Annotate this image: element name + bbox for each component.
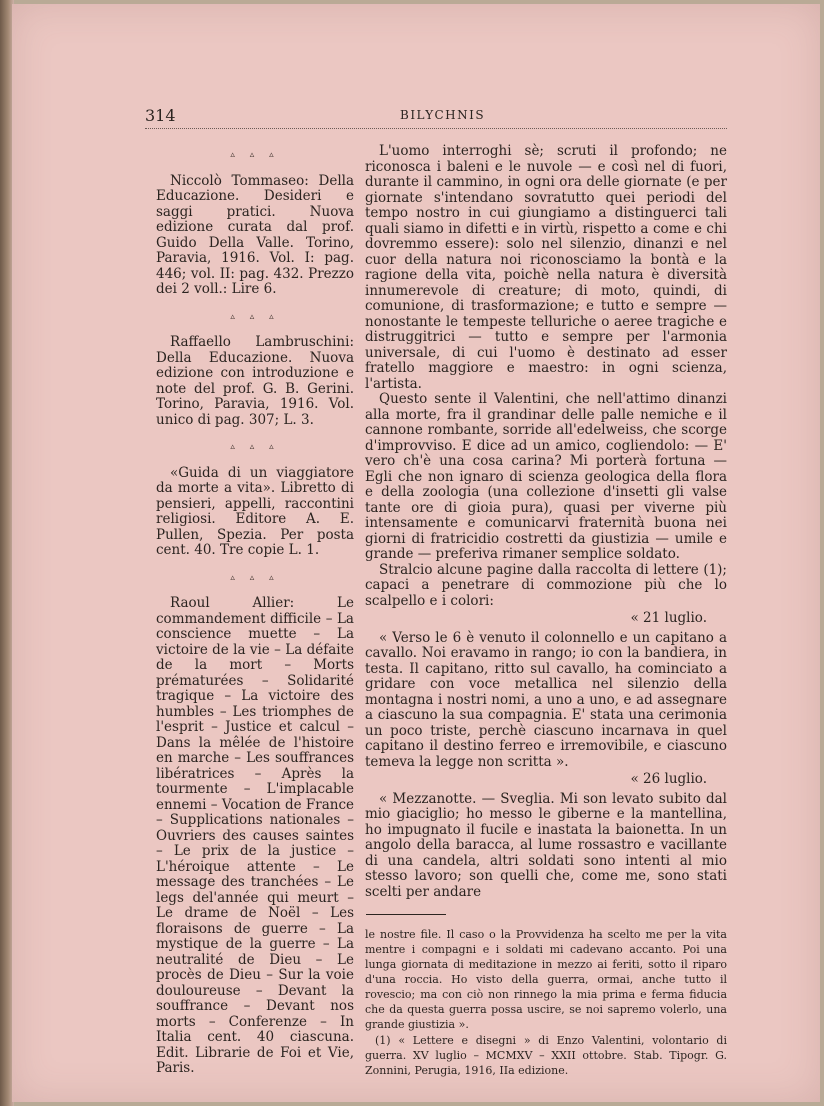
right-column-article xyxy=(365,144,727,1078)
body-paragraph: L'uomo interroghi sè; scruti il profondo; ne riconosca i baleni e le nuvole — e così nel di fuori, durante il cammino, in ogni ora delle giornate (e per giornate s'intendano sovratutto quei periodi del tempo nostro in cui giungiamo a distinguerci tali quali siamo in difetti e in virtù, rispetto a come e chi dovremmo essere): solo nel silenzio, dinanzi e nel cuor della natura noi riconosciamo la bontà e la ragione della vita, poichè nella natura è diversità innumerevole di creature; di moto, quindi, di comunione, di trasformazione; e tutto e sempre — nonostante le tempeste telluriche o aeree tragiche e distruggitrici — tutto e sempre per l'armonia universale, di cui l'uomo è destinato ad esser fratello maggiore e maestro: in ogni scienza, l'artista. xyxy=(365,143,727,392)
bibliography-entry-lambruschini: Raffaello Lambruschini: Della Educazione. Nuova edizione con introduzione e note del prof. G. B. Gerini. Torino, Paravia, 1916. Vol. unico di pag. 307; L. 3. xyxy=(156,334,354,428)
footnote-rule xyxy=(366,914,446,915)
header-rule xyxy=(145,128,727,129)
letter-date: « 26 luglio. xyxy=(630,771,707,787)
footnote-continuation: le nostre file. Il caso o la Provvidenza ha scelto me per la vita mentre i compagni e i soldati mi cadevano accanto. Poi una lunga giornata di meditazione in mezzo ai feriti, sotto il riparo d'una roccia. Ho visto della guerra, ormai, anche tutto il rovescio; ma con ciò non rinnego la mia prima e ferma fiducia che da questa guerra possa uscire, se noi sapremo volerlo, una grande giustizia ». xyxy=(365,928,727,1031)
letter-text: « Mezzanotte. — Sveglia. Mi son levato subito dal mio giaciglio; ho messo le giberne e la mantellina, ho impugnato il fucile e inastata la baionetta. In un angolo della baracca, al lume rossastro e vacillante di una candela, altri soldati sono intenti al mio stesso lavoro; son quelli che, come me, sono stati scelti per andare xyxy=(365,790,727,900)
section-separator: ▵ ▵ ▵ xyxy=(230,442,280,452)
left-column-bibliography xyxy=(156,148,354,1089)
letter-date: « 21 luglio. xyxy=(630,610,707,626)
letter-text: « Verso le 6 è venuto il colonnello e un capitano a cavallo. Noi eravamo in rango; io con la bandiera, in testa. Il capitano, ritto sul cavallo, ha cominciato a gridare con voce metallica nel silenzio della montagna i nostri nomi, a uno a uno, e ad assegnare a ciascuno la sua compagnia. E' stata una cerimonia un poco triste, perchè ciascuno incarnava in quel capitano il destino ferreo e irremovibile, e ciascuno temeva la legge non scritta ». xyxy=(365,629,727,770)
page-number: 314 xyxy=(145,106,176,125)
section-separator: ▵ ▵ ▵ xyxy=(230,150,280,160)
footnote-1: (1) « Lettere e disegni » di Enzo Valentini, volontario di guerra. XV luglio – MCMXV – XXII ottobre. Stab. Tipogr. G. Zonnini, Perugia, 1916, IIa edizione. xyxy=(365,1034,727,1077)
bibliography-entry-allier: Raoul Allier: Le commandement difficile – La conscience muette – La victoire de la vie – La défaite de la mort – Morts prématurées – Solidarité tragique – La victoire des humbles – Les triomphes de l'esprit – Justice et calcul – Dans la mêlée de l'histoire en marche – Les souffrances libératrices – Après la tourmente – L'implacable ennemi – Vocation de France – Supplications nationales – Ouvriers des causes saintes – Le prix de la justice – L'héroique attente – Le message des tranchées – Le legs del'année qui meurt – Le drame de Noël – Les floraisons de guerre – La mystique de la guerre – La neutralité de Dieu – Le procès de Dieu – Sur la voie douloureuse – Devant la souffrance – Devant nos morts – Conferenze – In Italia cent. 40 ciascuna. Edit. Librarie de Foi et Vie, Paris. xyxy=(156,595,354,1076)
body-paragraph: Stralcio alcune pagine dalla raccolta di lettere (1); capaci a penetrare di commozione più che lo scalpello e i colori: xyxy=(365,561,727,609)
section-separator: ▵ ▵ ▵ xyxy=(230,572,280,583)
body-paragraph: Questo sente il Valentini, che nell'attimo dinanzi alla morte, fra il grandinar delle palle nemiche e il cannone rombante, sorride all'edelweiss, che scorge d'improvviso. E dice ad un amico, cogliendolo: — E' vero ch'è una cosa carina? Mi porterà fortuna — Egli che non ignaro di scienza geologica della flora e della zoologia (una collezione d'insetti gli valse tante ore di gioia pura), quasi per viverne più intensamente e comunicarvi fraternità buona nei giorni di fratricidio costretti da giustizia — umile e grande — preferiva rimaner semplice soldato. xyxy=(365,391,727,562)
bibliography-entry-guida: «Guida di un viaggiatore da morte a vita». Libretto di pensieri, appelli, raccontini religiosi. Editore A. E. Pullen, Spezia. Per posta cent. 40. Tre copie L. 1. xyxy=(156,464,354,558)
section-separator: ▵ ▵ ▵ xyxy=(230,311,280,322)
running-title: BILYCHNIS xyxy=(400,108,486,122)
page-header xyxy=(145,106,727,126)
footnotes xyxy=(365,927,727,1078)
bibliography-entry-tommaseo: Niccolò Tommaseo: Della Educazione. Desideri e saggi pratici. Nuova edizione curata dal prof. Guido Della Valle. Torino, Paravia, 1916. Vol. I: pag. 446; vol. II: pag. 432. Prezzo dei 2 voll.: Lire 6. xyxy=(156,172,354,297)
